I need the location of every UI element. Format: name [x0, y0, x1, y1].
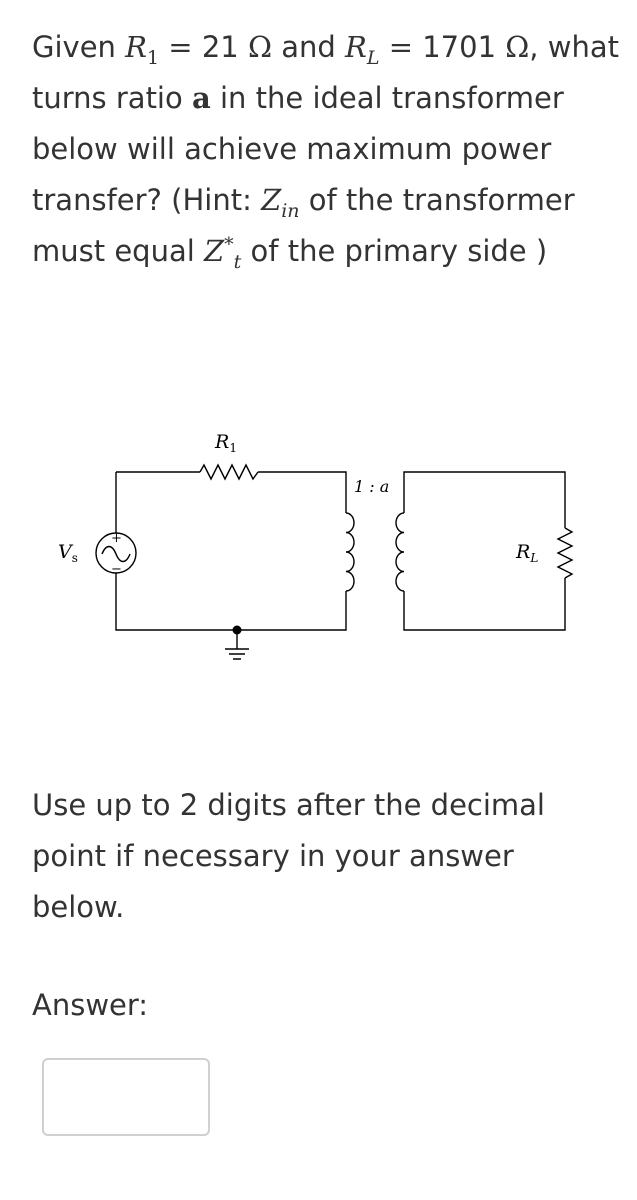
zt-superscript: * [224, 233, 234, 256]
r1-subscript: 1 [146, 46, 160, 69]
rl-resistor-symbol [558, 528, 572, 578]
zin-subscript: in [281, 199, 300, 222]
source-minus-sign: − [111, 562, 122, 577]
question-text [32, 22, 622, 277]
primary-coil-symbol [346, 513, 354, 591]
answer-input[interactable] [42, 1058, 210, 1136]
equals-sign-2: = [388, 30, 413, 64]
zt-subscript: t [233, 250, 242, 273]
ratio-variable: a [191, 81, 211, 115]
primary-top-wire-right [258, 472, 346, 513]
source-circuit-label: $V_s$ [58, 541, 78, 565]
rl-symbol: R [345, 30, 367, 64]
rl-subscript: L [366, 46, 380, 69]
ohm-symbol: Ω [247, 30, 272, 64]
r1-value: 21 [201, 30, 239, 64]
primary-left-wire-bottom [116, 573, 346, 630]
rl-value: 1701 [422, 30, 497, 64]
answer-label: Answer: [32, 988, 149, 1022]
instructions-text: Use up to 2 digits after the decimal point if necessary in your answer below. [32, 788, 545, 924]
turns-ratio-label: 1 : a [354, 477, 390, 496]
zt-symbol: Z [204, 234, 225, 268]
question-text-c: of the transformer must equal [32, 183, 575, 268]
r1-symbol: R [125, 30, 147, 64]
transformer-circuit-diagram [28, 415, 628, 670]
question-text-b: in the ideal transformer below will achieve maximum power transfer? (Hint: [32, 81, 564, 217]
sine-wave-icon [102, 547, 130, 562]
r1-circuit-label: $R_1$ [215, 431, 237, 455]
question-text-d: of the primary side ) [250, 234, 548, 268]
ground-node-dot [233, 626, 242, 635]
secondary-bottom-wire [404, 578, 565, 630]
r1-resistor-symbol [200, 465, 258, 479]
question-text-a: , what turns ratio [32, 30, 619, 115]
secondary-top-wire [404, 472, 565, 528]
zin-symbol: Z [261, 183, 282, 217]
equals-sign: = [168, 30, 193, 64]
secondary-coil-symbol [396, 513, 404, 591]
ohm-symbol-2: Ω [505, 30, 530, 64]
load-circuit-label: $R_L$ [516, 541, 539, 565]
source-plus-sign: + [111, 531, 122, 546]
given-word: Given [32, 30, 116, 64]
and-word: and [281, 30, 336, 64]
ground-icon [225, 649, 249, 659]
